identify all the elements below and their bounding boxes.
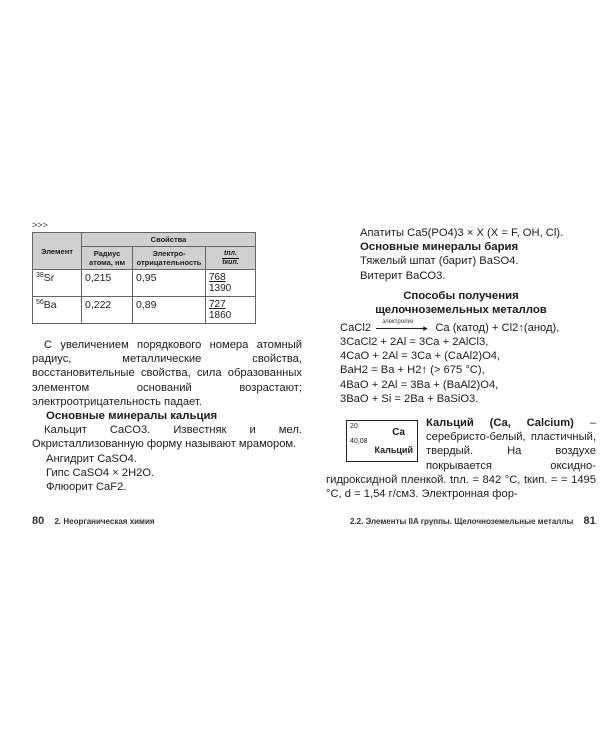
fluorite-line: Флюорит CaF2.	[46, 481, 127, 494]
header-radius: Радиус атома, нм	[82, 247, 133, 270]
calcium-element-box	[346, 420, 418, 462]
temp-cell: $\frac{768}{1390}$	[206, 270, 256, 297]
gypsum-line: Гипс CaSO4 × 2H2O.	[46, 466, 155, 479]
right-footer	[350, 515, 596, 527]
equation-6: 3BaO + Si = 2Ba + BaSiO3.	[340, 392, 479, 405]
header-temperatures	[206, 247, 256, 270]
methods-heading-2: щелочноземельных металлов	[375, 303, 547, 316]
element-symbol: Ca	[392, 427, 405, 439]
atomic-mass: 40,08	[350, 438, 368, 446]
page-number-left: 80	[32, 515, 45, 527]
right-page	[326, 226, 596, 501]
calcium-minerals-heading: Основные минералы кальция	[46, 410, 218, 423]
equation-2: 3CaCl2 + 2Al = 3Ca + 2AlCl3,	[340, 336, 489, 349]
methods-heading-1: Способы получения	[403, 289, 519, 302]
witherite-line: Витерит BaCO3.	[360, 269, 446, 282]
right-running-title: 2.2. Элементы IIA группы. Щелочноземельные металлы	[350, 517, 574, 526]
apatite-line: Апатиты Ca5(PO4)3 × X (X = F, OH, Cl).	[360, 227, 564, 239]
page-number-right: 81	[583, 515, 596, 527]
atomic-number: 20	[350, 423, 358, 431]
equation-1: CaCl2 электролиз ▸ Ca (катод) + Cl2↑(анод),	[340, 318, 560, 334]
element-cell: $^{38}$Sr	[33, 270, 82, 297]
continuation-marker: >>>	[32, 220, 48, 230]
radius-cell: 0,222	[82, 297, 133, 324]
header-element: Элемент	[33, 233, 82, 270]
calcium-heading: Кальций (Ca, Calcium)	[426, 417, 574, 430]
table-row	[33, 270, 256, 297]
anhydrite-line: Ангидрит CaSO4.	[46, 452, 137, 465]
trend-paragraph: С увеличением порядкового номера атомный радиус, металлические свойства, восстановительные свойства, сила образованных элементом оснований возрастают; электроотрицательность падает.	[32, 339, 302, 408]
barium-minerals-heading: Основные минералы бария	[360, 241, 519, 254]
left-footer	[32, 515, 155, 527]
properties-table	[32, 232, 256, 324]
en-cell: 0,89	[133, 297, 206, 324]
calcite-text: Кальцит CaCO3. Известняк и мел. Окристаллизованную форму называют мрамором.	[32, 424, 302, 451]
electrolysis-arrow: электролиз ▸	[374, 323, 432, 333]
left-running-title: 2. Неорганическая химия	[54, 517, 155, 526]
radius-cell: 0,215	[82, 270, 133, 297]
equation-3: 4CaO + 2Al = 3Ca + (CaAl2)O4,	[340, 350, 501, 363]
table-row	[33, 297, 256, 324]
equation-5: 4BaO + 2Al = 3Ba + (BaAl2)O4,	[340, 378, 499, 391]
element-cell: $^{56}$Ba	[33, 297, 82, 324]
equation-4: BaH2 = Ba + H2↑ (> 675 °C),	[340, 364, 485, 377]
header-t-boil: tкип.	[222, 259, 239, 266]
left-page	[32, 220, 302, 494]
header-electronegativity: Электро-отрицательность	[133, 247, 206, 270]
calcium-description: Кальций (Ca, Calcium) – серебристо-белый, пластичный, твердый. На воздухе покрывается оксидно-гидроксидной пленкой. tпл. = 842 °C, tкип. = = 1495 °C, d = 1,54 г/см3. Электронная фор-	[326, 417, 596, 501]
header-t-melt: tпл.	[224, 250, 237, 257]
en-cell: 0,95	[133, 270, 206, 297]
element-name: Кальций	[374, 445, 413, 456]
temp-cell: $\frac{727}{1860}$	[206, 297, 256, 324]
barite-line: Тяжелый шпат (барит) BaSO4.	[360, 255, 519, 268]
header-properties: Свойства	[82, 233, 256, 247]
